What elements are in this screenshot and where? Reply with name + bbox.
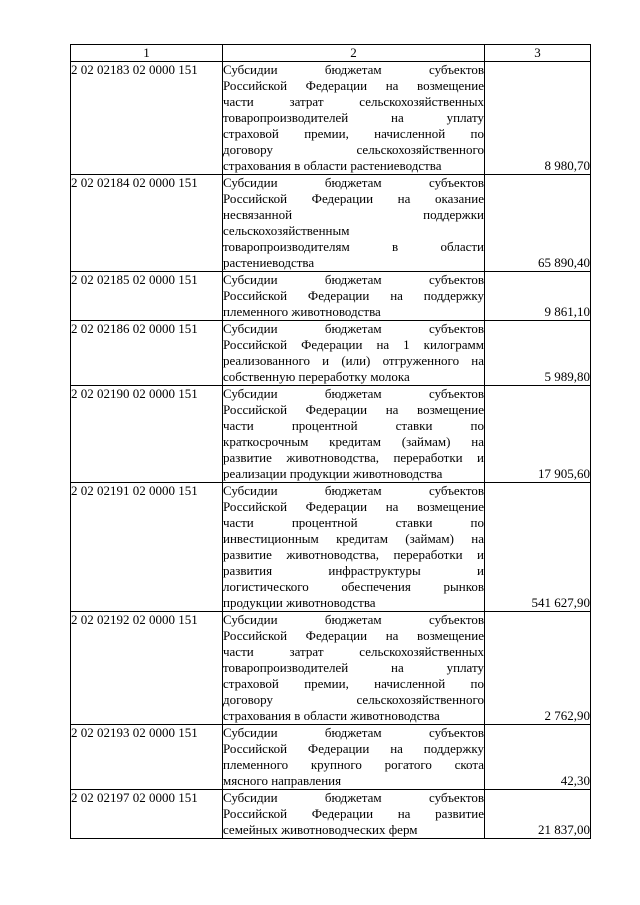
amount-value: 17 905,60 [485,386,591,483]
description-line: Субсидии бюджетам субъектов [223,725,484,740]
description-line: Российской Федерации на возмещение [223,402,484,417]
table-row [71,62,591,175]
budget-code: 2 02 02185 02 0000 151 [71,272,223,321]
amount-value: 8 980,70 [485,62,591,175]
subsidy-description [223,790,485,839]
description-line: Российской Федерации на возмещение [223,499,484,514]
amount-value: 21 837,00 [485,790,591,839]
table-row [71,725,591,790]
table-row [71,272,591,321]
description-line: продукции животноводства [223,595,376,610]
amount-value: 541 627,90 [485,483,591,612]
description-line: договору сельскохозяйственного [223,142,484,157]
description-line: развития инфраструктуры и [223,563,484,578]
description-line: договору сельскохозяйственного [223,692,484,707]
description-line: Российской Федерации на 1 килограмм [223,337,484,352]
description-line: развитие животноводства, переработки и [223,450,484,465]
description-line: товаропроизводителям в области [223,239,484,254]
description-line: Субсидии бюджетам субъектов [223,790,484,805]
header-row [71,45,591,62]
description-line: инвестиционным кредитам (займам) на [223,531,484,546]
description-line: товаропроизводителей на уплату [223,110,484,125]
description-line: Российской Федерации на возмещение [223,78,484,93]
subsidy-description [223,612,485,725]
description-line: мясного направления [223,773,342,788]
description-line: части затрат сельскохозяйственных [223,644,484,659]
table-row [71,612,591,725]
budget-table-body [71,45,591,839]
subsidy-description [223,321,485,386]
description-line: Российской Федерации на возмещение [223,628,484,643]
description-line: племенного животноводства [223,304,381,319]
description-line: части процентной ставки по [223,515,484,530]
description-line: части процентной ставки по [223,418,484,433]
budget-code: 2 02 02192 02 0000 151 [71,612,223,725]
amount-value: 2 762,90 [485,612,591,725]
subsidy-description [223,386,485,483]
description-line: Российской Федерации на поддержку [223,288,484,303]
description-line: собственную переработку молока [223,369,410,384]
description-line: реализованного и (или) отгруженного на [223,353,484,368]
amount-value: 5 989,80 [485,321,591,386]
description-line: семейных животноводческих ферм [223,822,418,837]
subsidy-description [223,62,485,175]
description-line: страхования в области растениеводства [223,158,442,173]
description-line: Субсидии бюджетам субъектов [223,386,484,401]
description-line: Субсидии бюджетам субъектов [223,483,484,498]
description-line: Субсидии бюджетам субъектов [223,321,484,336]
description-line: краткосрочным кредитам (займам) на [223,434,484,449]
subsidy-description [223,725,485,790]
amount-value: 9 861,10 [485,272,591,321]
description-line: части затрат сельскохозяйственных [223,94,484,109]
budget-code: 2 02 02193 02 0000 151 [71,725,223,790]
description-line: Субсидии бюджетам субъектов [223,272,484,287]
budget-table [70,44,591,839]
budget-code: 2 02 02191 02 0000 151 [71,483,223,612]
description-line: растениеводства [223,255,315,270]
subsidy-description [223,175,485,272]
budget-code: 2 02 02183 02 0000 151 [71,62,223,175]
header-col-2: 2 [223,45,485,62]
table-row [71,386,591,483]
description-line: Российской Федерации на оказание [223,191,484,206]
description-line: реализации продукции животноводства [223,466,443,481]
header-col-3: 3 [485,45,591,62]
header-col-1: 1 [71,45,223,62]
description-line: сельскохозяйственным [223,223,350,238]
table-row [71,321,591,386]
description-line: Субсидии бюджетам субъектов [223,612,484,627]
table-row [71,175,591,272]
description-line: страхования в области животноводства [223,708,440,723]
description-line: Субсидии бюджетам субъектов [223,175,484,190]
description-line: страховой премии, начисленной по [223,676,484,691]
table-row [71,790,591,839]
table-row [71,483,591,612]
description-line: страховой премии, начисленной по [223,126,484,141]
description-line: племенного крупного рогатого скота [223,757,484,772]
description-line: Российской Федерации на развитие [223,806,484,821]
budget-code: 2 02 02190 02 0000 151 [71,386,223,483]
budget-code: 2 02 02197 02 0000 151 [71,790,223,839]
subsidy-description [223,483,485,612]
amount-value: 42,30 [485,725,591,790]
subsidy-description [223,272,485,321]
description-line: Российской Федерации на поддержку [223,741,484,756]
description-line: логистического обеспечения рынков [223,579,484,594]
description-line: развитие животноводства, переработки и [223,547,484,562]
budget-code: 2 02 02184 02 0000 151 [71,175,223,272]
amount-value: 65 890,40 [485,175,591,272]
description-line: несвязанной поддержки [223,207,484,222]
description-line: Субсидии бюджетам субъектов [223,62,484,77]
budget-code: 2 02 02186 02 0000 151 [71,321,223,386]
description-line: товаропроизводителей на уплату [223,660,484,675]
